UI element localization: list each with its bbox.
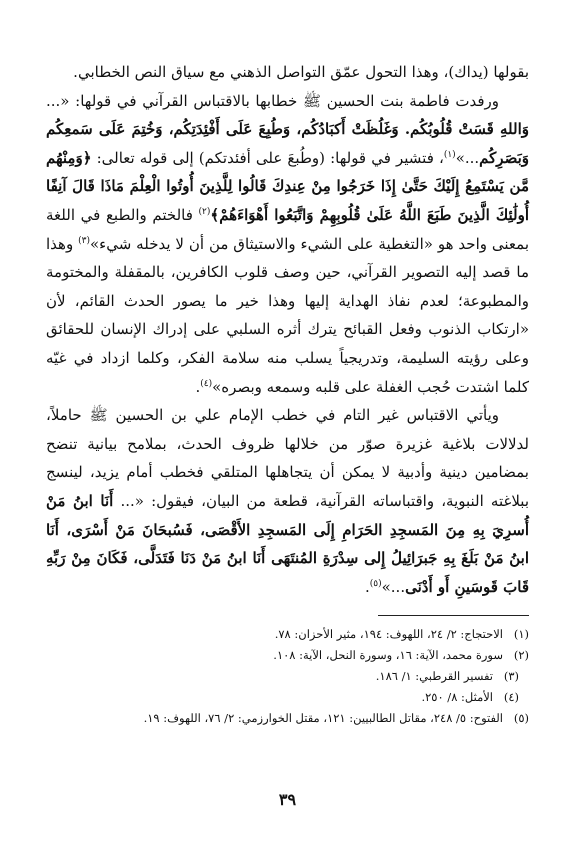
footnote-ref: (٤) [200, 378, 213, 389]
footnote-separator [378, 615, 529, 616]
footnote-number: (٣) [503, 669, 519, 684]
footnote-text: الاحتجاج: ٢/ ٢٤، اللهوف: ١٩٤، مثير الأحزان: ٧٨. [274, 627, 503, 642]
paragraph [46, 87, 529, 402]
paragraph [46, 58, 529, 87]
footnote-text: تفسير القرطبي: ١/ ١٨٦. [375, 669, 493, 684]
text-run: ...» [381, 577, 406, 596]
footnotes [46, 624, 529, 729]
paragraph [46, 401, 529, 601]
text-run: . [195, 377, 201, 396]
quoted-text: وَاللهِ قَسَتْ قُلُوبُكُم. وَغَلُظَتْ أَكبَادُكُم، وَطُبِعَ عَلَى أَفْئِدَتِكُم، وَخُتِمَ عَلَى سَمعِكُم وَبَصَرِكُم [46, 120, 529, 167]
text-run: ويأتي الاقتباس غير التام في خطب الإمام علي بن الحسين ﷺ حاملاً، لدلالات بلاغية غزيرة صوّر من خلالها ظروف الحدث، بملامح بيانية تنضح بمضامين دينية وأدبية لا يمكن أن يتجاهلها المتلقي فخطب أمام يزيد، لينسج ببلاغته النبوية، واقتباساته القرآنية، قطعة من البيان، فيقول: «... [46, 406, 529, 510]
body-text [46, 58, 529, 601]
page-content [46, 58, 529, 729]
footnote-text: الفتوح: ٥/ ٢٤٨، مقاتل الطالبيين: ١٢١، مقتل الخوارزمي: ٢/ ٧٦، اللهوف: ١٩. [143, 711, 503, 726]
footnote-ref: (٥) [369, 578, 382, 589]
footnote-number: (٢) [513, 648, 529, 663]
footnote [46, 666, 529, 687]
footnote-ref: (١) [443, 149, 456, 160]
text-run: . [364, 577, 370, 596]
footnote-ref: (٣) [78, 235, 90, 246]
text-run: ...» [455, 148, 480, 167]
footnote [46, 645, 529, 666]
quoted-text: ﴿وَمِنْهُم مَّن يَسْتَمِعُ إِلَيْكَ حَتَّىٰ إِذَا خَرَجُوا مِنْ عِندِكَ قَالُوا لِلَّذِينَ أُوتُوا الْعِلْمَ مَاذَا قَالَ آنِفًا أُولَٰئِكَ الَّذِينَ طَبَعَ اللَّهُ عَلَىٰ قُلُوبِهِمْ وَاتَّبَعُوا أَهْوَاءَهُمْ﴾ [46, 148, 529, 224]
footnote-text: سورة محمد، الآية: ١٦، وسورة النحل، الآية: ١٠٨. [273, 648, 503, 663]
footnote-number: (٤) [503, 690, 519, 705]
text-run: ، فتشير في قولها: (وطُبعَ على أفئدتكم) إلى قوله تعالى: [91, 148, 444, 167]
footnote [46, 687, 529, 708]
text-run: ورفدت فاطمة بنت الحسين ﷺ خطابها بالاقتباس القرآني في قولها: «... [46, 91, 499, 110]
footnote [46, 624, 529, 645]
text-run: بقولها (يداك)، وهذا التحول عمّق التواصل الذهني مع سياق النص الخطابي. [73, 63, 529, 81]
footnote-number: (٥) [513, 711, 529, 726]
footnote [46, 708, 529, 729]
footnote-text: الأمثل: ٨/ ٢٥٠. [421, 690, 493, 705]
footnote-ref: (٢) [198, 206, 211, 217]
text-run: وهذا ما قصد إليه التصوير القرآني، حين وصف قلوب الكافرين، بالمقفلة والمختومة والمطبوعة؛ لعدم نفاذ الهداية إليها وهذا خير ما يصور الحدث القائم، لأن «ارتكاب الذنوب وفعل القبائح يترك أثره السلبي على إدراك الإنسان للحقائق وعلى رؤيته السليمة، وتدريجياً يسلب منه سلامة الفكر، وكلما ازداد في غيّه كلما اشتدت حُجب الغفلة على قلبه وسمعه وبصره» [46, 234, 529, 396]
footnote-number: (١) [513, 627, 529, 642]
page-number: ٣٩ [278, 790, 297, 809]
text-run: فالختم والطبع في اللغة بمعنى واحد هو «التغطية على الشيء والاستيثاق من أن لا يدخله شيء» [46, 205, 529, 253]
quoted-text: أَنَا ابنُ مَنْ أُسرِيَ بِهِ مِنَ المَسجِدِ الحَرَامِ إِلَى المَسجِدِ الأَقْصَى، فَسُبحَانَ مَنْ أَسْرَى، أَنَا ابنُ مَنْ بَلَغَ بِهِ جَبرَائِيلُ إِلى سِدْرَةِ المُنتَهَى أَنَا ابنُ مَنْ دَنَا فَتَدَلَّى، فَكَانَ مِنْ رَبِّهِ قَابَ قَوسَينِ أَو أَدْنَى [46, 491, 530, 596]
